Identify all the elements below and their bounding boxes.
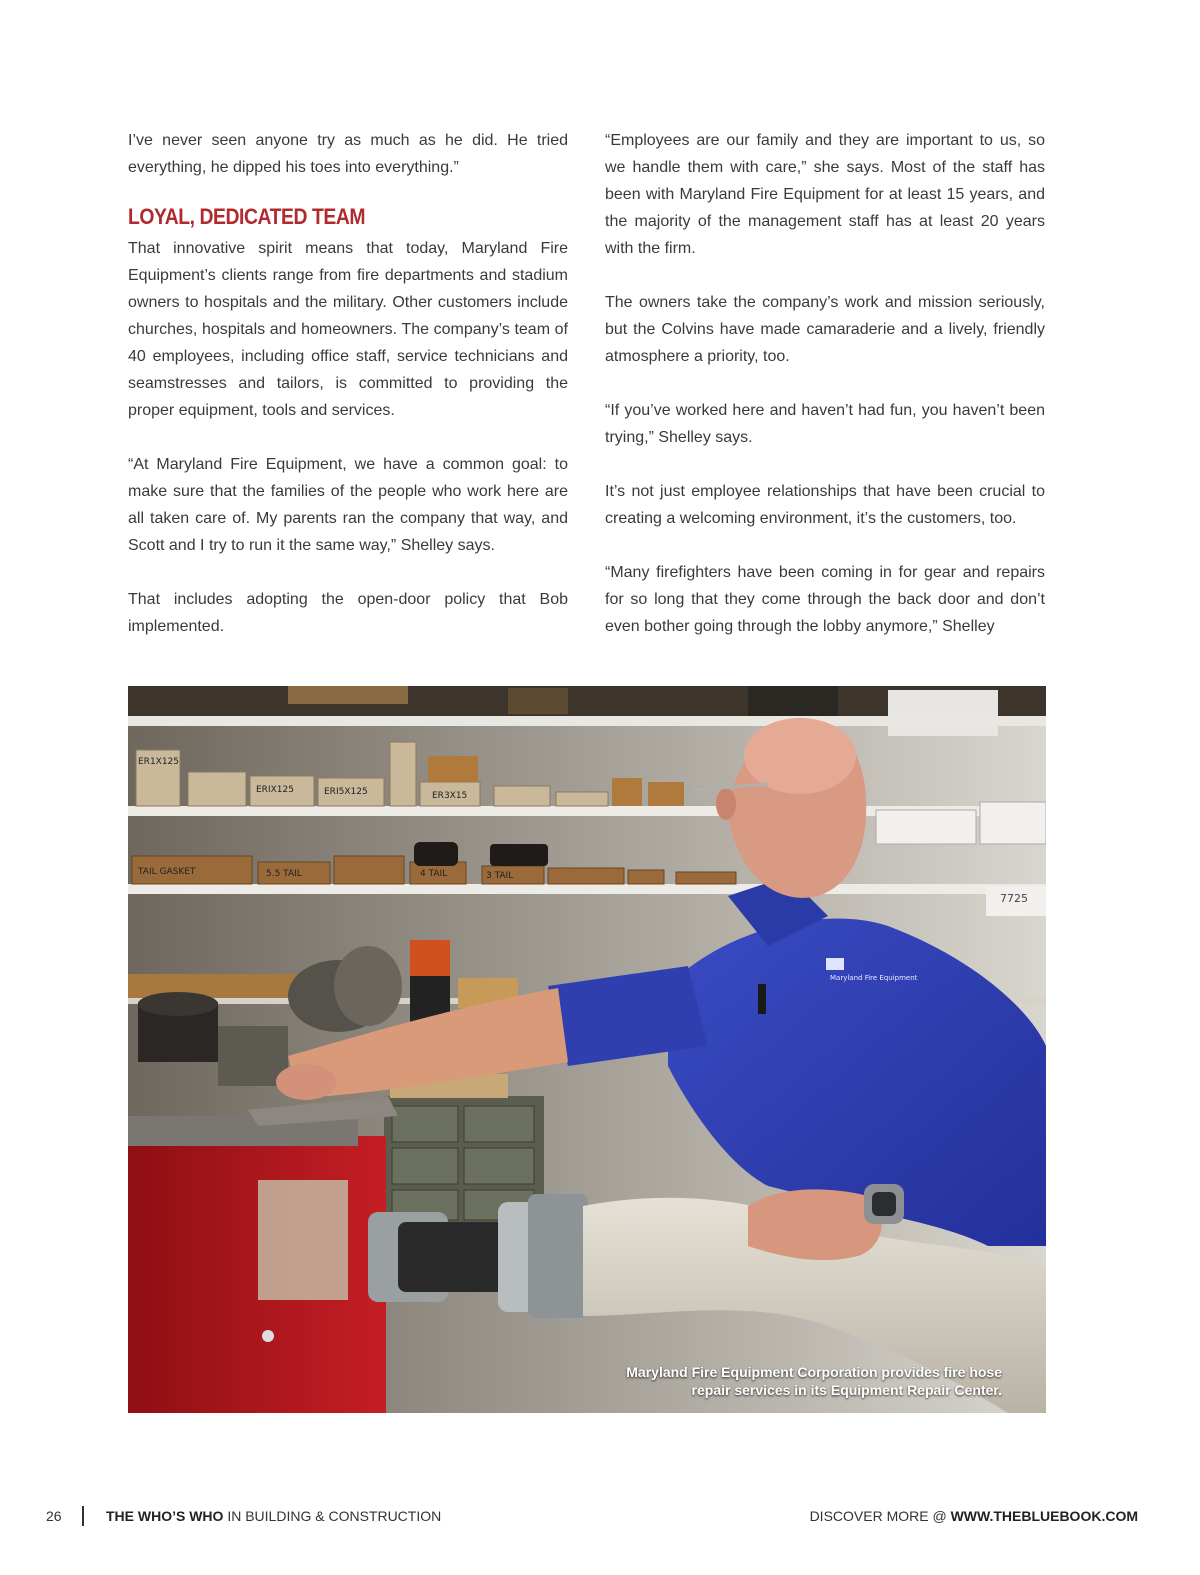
publication-title [106,1508,441,1524]
paragraph: I’ve never seen anyone try as much as he did. He tried everything, he dipped his toes into everything.” [128,132,568,176]
paragraph: The owners take the company’s work and mission seriously, but the Colvins have made camaraderie and a lively, friendly atmosphere a priority, too. [605,294,1045,365]
paragraph: That includes adopting the open-door policy that Bob implemented. [128,591,568,635]
svg-text:5.5 TAIL: 5.5 TAIL [266,869,302,879]
website-link[interactable]: WWW.THEBLUEBOOK.COM [950,1508,1138,1524]
svg-text:TAIL GASKET: TAIL GASKET [138,867,196,877]
footer-divider [82,1506,84,1526]
svg-text:ER3X15: ER3X15 [432,791,468,801]
paragraph: “If you’ve worked here and haven’t had fun, you haven’t been trying,” Shelley says. [605,402,1045,446]
photo-caption: Maryland Fire Equipment Corporation provides fire hose repair services in its Equipment Repair Center. [626,1364,1002,1398]
page-footer [0,1506,1200,1528]
publication-title-rest: IN BUILDING & CONSTRUCTION [223,1508,442,1524]
shirt-logo: Maryland Fire Equipment [830,974,918,982]
section-heading: LOYAL, DEDICATED TEAM [128,204,366,229]
publication-title-bold: THE WHO’S WHO [106,1508,224,1524]
paragraph: That innovative spirit means that today, Maryland Fire Equipment’s clients range from fire departments and stadium owners to hospitals and the military. Other customers include churches, hospitals and homeowners. The company’s team of 40 employees, including office staff, service technicians and seamstresses and tailors, is committed to providing the proper equipment, tools and services. [128,240,568,419]
paragraph: It’s not just employee relationships that have been crucial to creating a welcoming environment, it’s the customers, too. [605,483,1045,527]
svg-text:ER1X125: ER1X125 [138,757,180,767]
photo-illustration [128,686,1046,1413]
box-label: 7725 [1000,892,1028,905]
svg-text:4 TAIL: 4 TAIL [420,869,448,879]
page-number: 26 [46,1508,62,1524]
discover-prefix: DISCOVER MORE @ [809,1508,951,1524]
svg-text:3 TAIL: 3 TAIL [486,871,514,881]
discover-more [810,1508,1138,1524]
left-column [128,127,568,667]
paragraph: “Employees are our family and they are important to us, so we handle them with care,” she says. Most of the staff has been with Maryland Fire Equipment for at least 15 years, and the majority of the management staff has at least 20 years with the firm. [605,132,1045,257]
svg-text:ERIX125: ERIX125 [256,785,294,795]
right-column [605,127,1045,667]
svg-text:ERI5X125: ERI5X125 [324,787,368,797]
workshop-photo [128,686,1046,1413]
paragraph: “At Maryland Fire Equipment, we have a common goal: to make sure that the families of the people who work here are all taken care of. My parents ran the company that way, and Scott and I try to run it the same way,” Shelley says. [128,456,568,554]
paragraph: “Many firefighters have been coming in for gear and repairs for so long that they come through the back door and don’t even bother going through the lobby anymore,” Shelley [605,564,1045,635]
